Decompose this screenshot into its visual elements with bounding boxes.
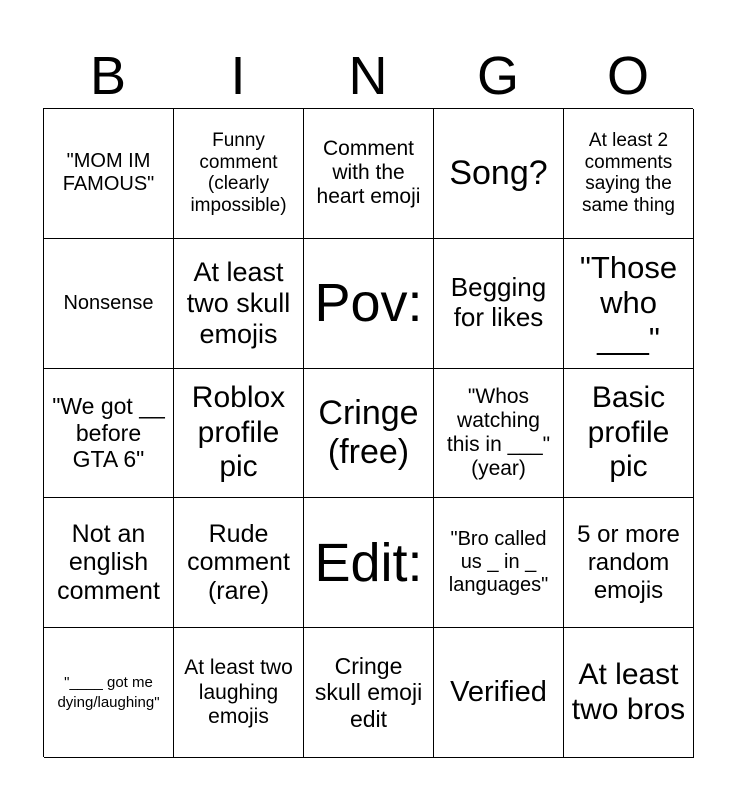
bingo-cell-r1c4[interactable]: Song?	[434, 109, 564, 239]
bingo-cell-r1c5[interactable]: At least 2 comments saying the same thing	[564, 109, 694, 239]
bingo-cell-r4c4[interactable]: "Bro called us _ in _ languages"	[434, 498, 564, 628]
bingo-header	[43, 44, 693, 108]
bingo-cell-r2c5[interactable]: "Those who ___"	[564, 239, 694, 369]
bingo-cell-r5c2[interactable]: At least two laughing emojis	[174, 628, 304, 758]
bingo-grid	[43, 108, 693, 757]
bingo-cell-r4c1[interactable]: Not an english comment	[44, 498, 174, 628]
bingo-cell-r3c4[interactable]: "Whos watching this in ___"(year)	[434, 369, 564, 499]
bingo-cell-r5c4[interactable]: Verified	[434, 628, 564, 758]
bingo-cell-r5c3[interactable]: Cringe skull emoji edit	[304, 628, 434, 758]
header-letter-i: I	[230, 46, 246, 106]
bingo-cell-r1c1[interactable]: "MOM IM FAMOUS"	[44, 109, 174, 239]
header-letter-g: G	[476, 46, 519, 106]
header-letter-b: B	[89, 46, 127, 106]
bingo-cell-r5c1[interactable]: "____ got me dying/laughing"	[44, 628, 174, 758]
bingo-cell-r2c3[interactable]: Pov:	[304, 239, 434, 369]
bingo-cell-r4c5[interactable]: 5 or more random emojis	[564, 498, 694, 628]
bingo-cell-r2c4[interactable]: Begging for likes	[434, 239, 564, 369]
bingo-cell-r3c1[interactable]: "We got __ before GTA 6"	[44, 369, 174, 499]
bingo-cell-r1c3[interactable]: Comment with the heart emoji	[304, 109, 434, 239]
bingo-cell-r3c2[interactable]: Roblox profile pic	[174, 369, 304, 499]
header-letter-o: O	[606, 46, 649, 106]
bingo-cell-r4c3[interactable]: Edit:	[304, 498, 434, 628]
bingo-cell-r4c2[interactable]: Rude comment (rare)	[174, 498, 304, 628]
header-letter-n: N	[348, 46, 388, 106]
bingo-cell-r3c3[interactable]: Cringe (free)	[304, 369, 434, 499]
bingo-cell-r5c5[interactable]: At least two bros	[564, 628, 694, 758]
bingo-cell-r3c5[interactable]: Basic profile pic	[564, 369, 694, 499]
bingo-cell-r1c2[interactable]: Funny comment (clearly impossible)	[174, 109, 304, 239]
bingo-cell-r2c1[interactable]: Nonsense	[44, 239, 174, 369]
bingo-cell-r2c2[interactable]: At least two skull emojis	[174, 239, 304, 369]
